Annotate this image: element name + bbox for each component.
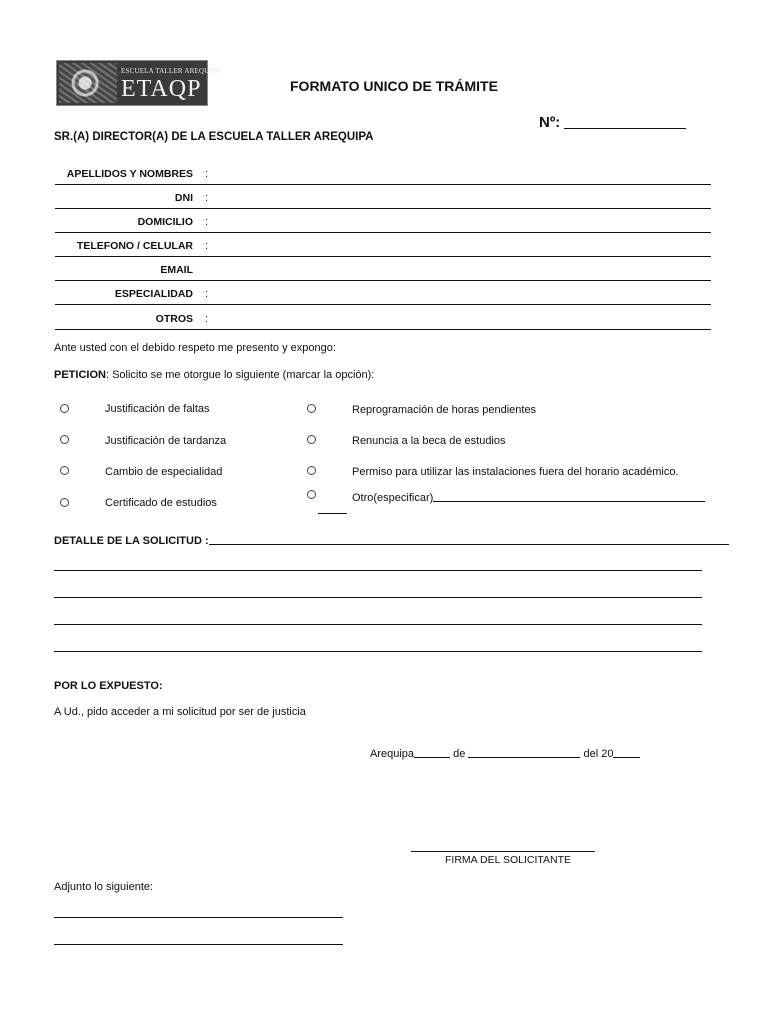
option-justificacion-faltas-radio[interactable] xyxy=(60,404,69,413)
field-otros[interactable] xyxy=(55,305,711,330)
field-telefono[interactable] xyxy=(55,232,711,257)
option-otro-radio[interactable] xyxy=(307,490,316,499)
option-cambio-especialidad-radio[interactable] xyxy=(60,466,69,475)
date-year-blank[interactable] xyxy=(613,746,640,758)
field-especialidad[interactable] xyxy=(55,280,711,305)
option-otro-blank-continuation[interactable] xyxy=(318,513,347,514)
field-colon: : xyxy=(205,313,209,325)
field-email[interactable] xyxy=(55,256,711,281)
option-label: Cambio de especialidad xyxy=(105,466,223,478)
detail-blank[interactable] xyxy=(209,533,729,545)
intro-text: Ante usted con el debido respeto me presento y expongo: xyxy=(54,342,336,354)
option-label: Certificado de estudios xyxy=(105,497,217,509)
field-label: APELLIDOS Y NOMBRES xyxy=(66,168,193,180)
detail-blank-line[interactable] xyxy=(54,651,702,652)
field-label: ESPECIALIDAD xyxy=(114,288,193,300)
detail-label: DETALLE DE LA SOLICITUD : xyxy=(54,535,209,547)
addressee: SR.(A) DIRECTOR(A) DE LA ESCUELA TALLER AREQUIPA xyxy=(54,131,374,143)
option-otro xyxy=(352,490,705,504)
option-certificado-estudios-radio[interactable] xyxy=(60,498,69,507)
field-label: TELEFONO / CELULAR xyxy=(76,240,193,252)
form-number xyxy=(539,114,686,131)
signature-label: FIRMA DEL SOLICITANTE xyxy=(445,854,572,866)
date-day-blank[interactable] xyxy=(414,746,450,758)
option-otro-blank[interactable] xyxy=(433,490,705,502)
option-justificacion-tardanza-radio[interactable] xyxy=(60,435,69,444)
petition-text: : Solicito se me otorgue lo siguiente (marcar la opción): xyxy=(105,369,375,381)
attachment-blank-line[interactable] xyxy=(54,917,343,918)
field-colon: : xyxy=(205,216,209,228)
option-label: Reprogramación de horas pendientes xyxy=(352,404,537,416)
date-de: de xyxy=(453,748,466,760)
field-label: DNI xyxy=(174,192,193,204)
option-reprogramacion-horas-radio[interactable] xyxy=(307,404,316,413)
detail-blank-line[interactable] xyxy=(54,624,702,625)
date-city: Arequipa xyxy=(370,748,415,760)
date-line xyxy=(370,746,640,760)
field-label: OTROS xyxy=(155,313,193,325)
date-month-blank[interactable] xyxy=(468,746,580,758)
option-renuncia-beca-radio[interactable] xyxy=(307,435,316,444)
field-colon: : xyxy=(205,168,209,180)
date-year-prefix: del 20 xyxy=(583,748,614,760)
detail-blank-line[interactable] xyxy=(54,597,702,598)
detail-line xyxy=(54,533,729,547)
conclusion-label: POR LO EXPUESTO: xyxy=(54,680,163,692)
option-label: Justificación de tardanza xyxy=(105,435,227,447)
signature-line[interactable] xyxy=(411,851,595,852)
attachment-blank-line[interactable] xyxy=(54,944,343,945)
conclusion-text: A Ud., pido acceder a mi solicitud por ser de justicia xyxy=(54,706,306,718)
petition-line xyxy=(54,369,374,381)
field-colon: : xyxy=(205,288,209,300)
petition-label: PETICION xyxy=(54,369,106,381)
form-number-label: Nº: xyxy=(539,114,561,131)
logo-subtitle: ESCUELA TALLER AREQUIPA xyxy=(121,67,221,75)
form-title: FORMATO UNICO DE TRÁMITE xyxy=(290,78,498,94)
option-label: Renuncia a la beca de estudios xyxy=(352,435,506,447)
logo-brand: ETAQP xyxy=(121,76,202,102)
field-apellidos-nombres[interactable] xyxy=(55,160,711,185)
option-label: Otro(especificar) xyxy=(352,492,434,504)
attachments-label: Adjunto lo siguiente: xyxy=(54,881,154,893)
option-label: Permiso para utilizar las instalaciones fuera del horario académico. xyxy=(352,466,679,478)
field-colon: : xyxy=(205,192,209,204)
option-label: Justificación de faltas xyxy=(105,403,210,415)
field-domicilio[interactable] xyxy=(55,208,711,233)
field-label: EMAIL xyxy=(160,264,193,276)
logo-emblem-icon xyxy=(59,63,117,103)
detail-blank-line[interactable] xyxy=(54,570,702,571)
form-number-blank[interactable] xyxy=(564,114,686,129)
option-permiso-instalaciones-radio[interactable] xyxy=(307,466,316,475)
school-logo xyxy=(56,60,221,106)
field-label: DOMICILIO xyxy=(137,216,193,228)
field-dni[interactable] xyxy=(55,184,711,209)
field-colon: : xyxy=(205,240,209,252)
